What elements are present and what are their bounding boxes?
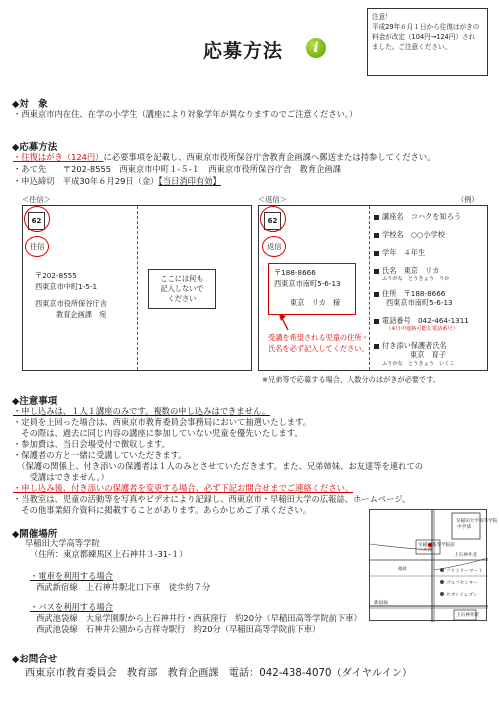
note-line: ・当教室は、児童の活動等を写真やビデオにより記録し、西東京市・早稲田大学の広報誌、ホームページ、 [13,494,411,504]
venue-name: 早稲田大学高等学院 [25,538,100,548]
form-course: 講座名 コハクを知ろう [374,212,461,222]
note-line: その際は、過去に同じ内容の講座に参加していない児童を優先いたします。 [13,428,303,438]
blank-box-line: 記入しないで [160,284,204,293]
notes-heading: ◆注意事項 [12,396,58,407]
note-line: その他事業紹介資料に掲載することがあります。あらかじめご了承ください。 [13,505,312,515]
map-shinjuku-line: 新宿線 [374,601,388,606]
deadline-text: ・申込締切 平成30年６月29日（金） [13,176,159,186]
reply-stamp-box: 62 [264,212,281,230]
siblings-note: ※兄弟等で応募する場合、人数分のはがきが必要です。 [262,375,440,384]
info-icon: i [306,38,326,58]
form-guardian-value: 東京 育子 [410,350,446,359]
apply-line-1 [13,152,435,163]
pointer-arrow-icon [278,313,292,331]
form-address-value: 西東京市南町5-6-13 [386,298,453,307]
outgoing-side-label: 往信 [30,242,45,251]
form-address: 住所 〒188-8666 [374,289,445,299]
outgoing-highlight-circle [25,236,49,257]
contact-heading: ◆お問合せ [12,654,58,665]
form-phone-note: （※日中連絡可能な電話番号） [386,326,458,332]
notice-line: 注意！ [372,13,392,21]
reply-address: 西東京市南町5-6-13 [274,279,341,288]
out-address-zip: 〒202-8555 [35,271,77,280]
reply-stamp-highlight-circle [260,206,286,232]
note-line: ・申し込み後、付き添いの保護者を変更する場合、必ず下記お問合せまでご連絡ください。 [13,483,354,493]
out-address-street: 西東京市中町1-5-1 [35,282,98,291]
card-fold-line [137,206,138,370]
venue-heading: ◆開催場所 [12,529,58,540]
bus-route-2: 西武池袋線 石神井公園から吉祥寺駅行 約20分（早稲田高等学院前下車） [36,624,321,634]
postmark-note: 【当日消印有効】 [158,176,221,186]
out-office-dept: 教育企画課 宛 [56,310,107,319]
return-postcard-text: ・往復はがき（124円） [13,152,104,162]
contact-text: 西東京市教育委員会 教育部 教育企画課 電話：042-438-4070（ダイヤルイン） [25,668,413,679]
form-school: 学校名 ○○小学校 [374,230,445,240]
out-office: 西東京市役所保谷庁舎 [35,299,107,308]
outgoing-label: ＜往信＞ [22,195,51,204]
reply-side-label: 返信 [267,242,282,251]
stamp-highlight-circle [24,206,50,232]
access-map [369,509,498,621]
map-school-label: 早稲田大学高等学院 [456,519,498,524]
form-grade: 学年 ４年生 [374,248,425,258]
notice-line: 料金が改定（104円→124円）され [372,33,476,41]
map-golf: ゴルフセンター [446,581,478,586]
reply-note-line: 受講を希望される児童の住所・ [268,333,369,342]
reply-zip: 〒188-8666 [274,268,316,277]
map-bus-stop: 早稲田高等学院前 [418,543,455,548]
target-heading: ◆対 象 [12,99,48,110]
bus-heading: ・バスを利用する場合 [30,602,113,612]
note-line: （保護の関係上、付き添いの保護者は１人のみとさせていただきます。また、兄弟姉妹、お友達等を連れての [13,461,424,471]
blank-box-line: ください [167,294,197,303]
reply-highlight-circle [262,236,286,257]
stamp-box: 62 [28,212,45,230]
do-not-write-box [148,269,216,309]
form-name-kana: ふりがな とうきょう りか [382,276,450,282]
reply-name: 東京 リカ 様 [290,298,341,307]
map-station: 上石神井駅 [456,613,479,618]
reply-label: ＜返信＞ [258,195,287,204]
fee-change-notice [367,8,488,76]
note-line: ・定員を上回った場合は、西東京市教育委員会事務局において抽選いたします。 [13,417,312,427]
note-line: ・保護者の方と一緒に受講していただきます。 [13,450,187,460]
reply-note-line: 氏名を必ず記入してください。 [268,344,369,353]
train-heading: ・電車を利用する場合 [30,571,113,581]
map-kenzo: 上石神井北 [454,553,477,558]
bus-route-1: 西武池袋線 大泉学園駅から上石神井行・西荻窪行 約20分（早稲田高等学院前下車） [36,613,362,623]
note-line: ・申し込みは、１人１講座のみです。複数の申し込みはできません。 [13,406,271,416]
map-seven: セブンイレブン [446,593,478,598]
map-bus-stop-sub: バス停 [418,548,432,553]
form-name: 氏名 東京 リカ [374,266,439,276]
form-guardian: 付き添い保護者氏名 [374,341,447,351]
train-route: 西武新宿線 上石神井駅北口下車 徒歩約７分 [36,582,211,592]
apply-heading: ◆応募方法 [12,142,58,153]
example-label: （例） [457,195,479,204]
form-guardian-kana: ふりがな とうきょう いくこ [382,361,455,367]
notice-line: 平成29年６月１日から往復はがきの [372,23,480,31]
notice-line: ました。ご注意ください。 [372,43,452,51]
apply-line-2: ・あて先 〒202-8555 西東京市中町１-５-１ 西東京市役所保谷庁舎 教育企画課 [13,164,342,174]
map-junior-high: 中学部 [457,525,471,530]
notes-list [13,406,423,516]
blank-box-line: ここには何も [160,274,204,283]
map-welfare: 福祉 [398,567,408,572]
note-line: ・参加費は、当日会場受付で徴収します。 [13,439,170,449]
map-family: ファミリーマート [446,569,483,574]
form-phone: 電話番号 042-464-1311 [374,316,469,326]
apply-line-3 [13,176,221,187]
note-line: 受講はできません。） [13,472,109,482]
card-fold-line [369,206,370,370]
apply-line-1-rest: に必要事項を記載し、西東京市役所保谷庁舎教育企画課へ郵送または持参してください。 [103,152,436,162]
page-title: 応募方法 [203,40,284,62]
target-text: ・西東京市内在住、在学の小学生（講座により対象学年が異なりますのでご注意ください。） [13,109,358,119]
venue-address: （住所：東京都練馬区上石神井３-31-１） [30,549,188,559]
